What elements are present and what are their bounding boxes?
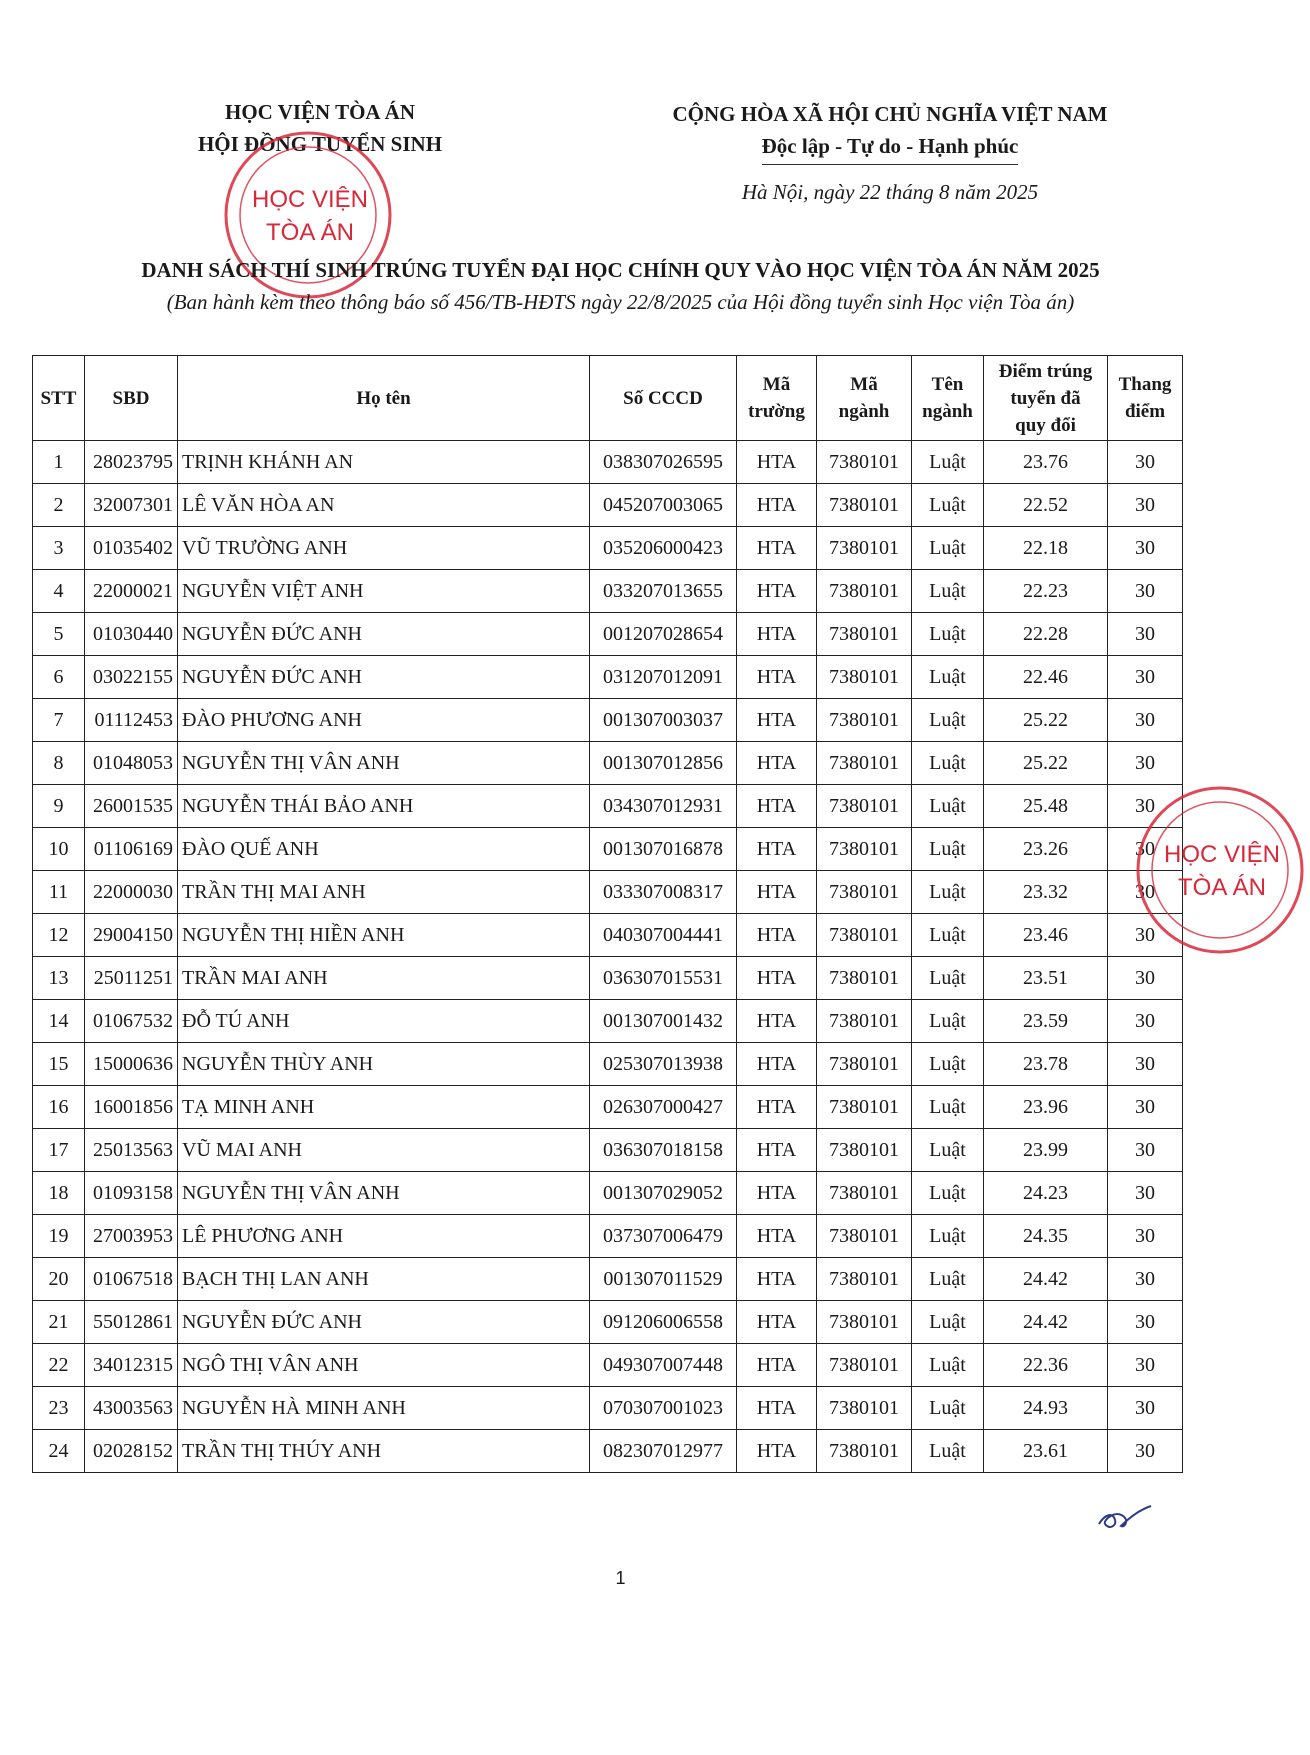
- cell-stt: 3: [33, 527, 85, 570]
- seal-line-2: TÒA ÁN: [265, 219, 355, 246]
- cell-score: 23.61: [984, 1430, 1108, 1473]
- cell-major-code: 7380101: [817, 742, 912, 785]
- cell-score: 23.46: [984, 914, 1108, 957]
- cell-score: 25.22: [984, 742, 1108, 785]
- table-row: [33, 785, 1183, 828]
- cell-sbd: 01048053: [85, 742, 178, 785]
- cell-stt: 1: [33, 441, 85, 484]
- national-header: [620, 98, 1160, 165]
- cell-scale: 30: [1108, 1387, 1183, 1430]
- cell-score: 22.52: [984, 484, 1108, 527]
- table-row: [33, 1172, 1183, 1215]
- cell-school-code: HTA: [737, 570, 817, 613]
- cell-score: 22.18: [984, 527, 1108, 570]
- cell-major-code: 7380101: [817, 1000, 912, 1043]
- cell-major-code: 7380101: [817, 1258, 912, 1301]
- cell-stt: 21: [33, 1301, 85, 1344]
- cell-cccd: 045207003065: [590, 484, 737, 527]
- table-row: [33, 699, 1183, 742]
- cell-major-name: Luật: [912, 613, 984, 656]
- document-title: DANH SÁCH THÍ SINH TRÚNG TUYỂN ĐẠI HỌC CHÍNH QUY VÀO HỌC VIỆN TÒA ÁN NĂM 2025: [141, 258, 1100, 282]
- cell-major-name: Luật: [912, 1215, 984, 1258]
- cell-stt: 9: [33, 785, 85, 828]
- cell-scale: 30: [1108, 699, 1183, 742]
- cell-stt: 11: [33, 871, 85, 914]
- initials-signature: [1095, 1496, 1155, 1536]
- issuer-council: HỘI ĐỒNG TUYỂN SINH: [197, 132, 443, 156]
- cell-scale: 30: [1108, 1430, 1183, 1473]
- cell-score: 23.59: [984, 1000, 1108, 1043]
- cell-name: TRẦN THỊ THÚY ANH: [178, 1430, 590, 1473]
- cell-cccd: 001307016878: [590, 828, 737, 871]
- cell-major-code: 7380101: [817, 1043, 912, 1086]
- cell-name: NGUYỄN THÁI BẢO ANH: [178, 785, 590, 828]
- cell-score: 25.48: [984, 785, 1108, 828]
- cell-sbd: 43003563: [85, 1387, 178, 1430]
- issuer-name: HỌC VIỆN TÒA ÁN: [224, 100, 415, 124]
- cell-major-name: Luật: [912, 1000, 984, 1043]
- table-row: [33, 1258, 1183, 1301]
- cell-major-code: 7380101: [817, 871, 912, 914]
- cell-score: 23.96: [984, 1086, 1108, 1129]
- cell-major-name: Luật: [912, 699, 984, 742]
- cell-major-code: 7380101: [817, 1430, 912, 1473]
- cell-score: 25.22: [984, 699, 1108, 742]
- col-major-code: Mã ngành: [817, 356, 912, 441]
- cell-scale: 30: [1108, 1086, 1183, 1129]
- cell-school-code: HTA: [737, 1344, 817, 1387]
- cell-score: 23.32: [984, 871, 1108, 914]
- cell-school-code: HTA: [737, 1086, 817, 1129]
- cell-scale: 30: [1108, 1301, 1183, 1344]
- cell-sbd: 29004150: [85, 914, 178, 957]
- table-row: [33, 484, 1183, 527]
- cell-school-code: HTA: [737, 742, 817, 785]
- page-number: 1: [615, 1568, 626, 1588]
- cell-school-code: HTA: [737, 484, 817, 527]
- col-scale: Thang điểm: [1108, 356, 1183, 441]
- cell-major-code: 7380101: [817, 1301, 912, 1344]
- table-row: [33, 957, 1183, 1000]
- cell-stt: 7: [33, 699, 85, 742]
- cell-scale: 30: [1108, 570, 1183, 613]
- cell-cccd: 001307029052: [590, 1172, 737, 1215]
- cell-cccd: 033207013655: [590, 570, 737, 613]
- cell-major-code: 7380101: [817, 1129, 912, 1172]
- cell-cccd: 001307003037: [590, 699, 737, 742]
- cell-major-name: Luật: [912, 570, 984, 613]
- cell-school-code: HTA: [737, 957, 817, 1000]
- cell-score: 23.99: [984, 1129, 1108, 1172]
- cell-major-name: Luật: [912, 1430, 984, 1473]
- cell-cccd: 001307001432: [590, 1000, 737, 1043]
- cell-scale: 30: [1108, 1000, 1183, 1043]
- cell-major-name: Luật: [912, 914, 984, 957]
- cell-scale: 30: [1108, 484, 1183, 527]
- cell-major-name: Luật: [912, 1301, 984, 1344]
- cell-major-code: 7380101: [817, 570, 912, 613]
- cell-scale: 30: [1108, 1043, 1183, 1086]
- cell-major-name: Luật: [912, 527, 984, 570]
- table-row: [33, 441, 1183, 484]
- cell-cccd: 025307013938: [590, 1043, 737, 1086]
- cell-major-code: 7380101: [817, 914, 912, 957]
- cell-scale: 30: [1108, 441, 1183, 484]
- cell-major-name: Luật: [912, 1129, 984, 1172]
- cell-scale: 30: [1108, 828, 1183, 871]
- cell-major-code: 7380101: [817, 656, 912, 699]
- cell-school-code: HTA: [737, 1258, 817, 1301]
- cell-sbd: 02028152: [85, 1430, 178, 1473]
- cell-major-name: Luật: [912, 742, 984, 785]
- cell-school-code: HTA: [737, 699, 817, 742]
- cell-stt: 12: [33, 914, 85, 957]
- table-row: [33, 570, 1183, 613]
- cell-name: NGUYỄN THỊ VÂN ANH: [178, 1172, 590, 1215]
- cell-stt: 10: [33, 828, 85, 871]
- cell-stt: 22: [33, 1344, 85, 1387]
- cell-sbd: 03022155: [85, 656, 178, 699]
- cell-school-code: HTA: [737, 1215, 817, 1258]
- cell-scale: 30: [1108, 1344, 1183, 1387]
- national-motto: Độc lập - Tự do - Hạnh phúc: [762, 130, 1019, 165]
- cell-school-code: HTA: [737, 828, 817, 871]
- table-row: [33, 1086, 1183, 1129]
- cell-cccd: 038307026595: [590, 441, 737, 484]
- cell-scale: 30: [1108, 957, 1183, 1000]
- table-row: [33, 742, 1183, 785]
- cell-major-name: Luật: [912, 871, 984, 914]
- cell-scale: 30: [1108, 785, 1183, 828]
- cell-major-code: 7380101: [817, 1344, 912, 1387]
- cell-name: NGUYỄN THỊ HIỀN ANH: [178, 914, 590, 957]
- cell-stt: 20: [33, 1258, 85, 1301]
- cell-stt: 13: [33, 957, 85, 1000]
- cell-major-name: Luật: [912, 1086, 984, 1129]
- cell-stt: 8: [33, 742, 85, 785]
- cell-score: 22.28: [984, 613, 1108, 656]
- cell-school-code: HTA: [737, 1301, 817, 1344]
- table-row: [33, 1430, 1183, 1473]
- table-row: [33, 613, 1183, 656]
- cell-sbd: 01067518: [85, 1258, 178, 1301]
- issue-date: Hà Nội, ngày 22 tháng 8 năm 2025: [741, 180, 1039, 204]
- cell-cccd: 035206000423: [590, 527, 737, 570]
- cell-sbd: 15000636: [85, 1043, 178, 1086]
- cell-major-code: 7380101: [817, 484, 912, 527]
- cell-sbd: 26001535: [85, 785, 178, 828]
- cell-major-code: 7380101: [817, 1172, 912, 1215]
- cell-major-code: 7380101: [817, 1086, 912, 1129]
- cell-sbd: 01112453: [85, 699, 178, 742]
- table-row: [33, 1215, 1183, 1258]
- cell-sbd: 16001856: [85, 1086, 178, 1129]
- cell-name: VŨ MAI ANH: [178, 1129, 590, 1172]
- cell-cccd: 001207028654: [590, 613, 737, 656]
- cell-name: NGUYỄN ĐỨC ANH: [178, 656, 590, 699]
- cell-score: 24.35: [984, 1215, 1108, 1258]
- cell-major-name: Luật: [912, 785, 984, 828]
- cell-major-name: Luật: [912, 656, 984, 699]
- cell-stt: 14: [33, 1000, 85, 1043]
- table-header-row: [33, 356, 1183, 441]
- cell-sbd: 27003953: [85, 1215, 178, 1258]
- cell-name: NGUYỄN ĐỨC ANH: [178, 613, 590, 656]
- cell-cccd: 091206006558: [590, 1301, 737, 1344]
- table-row: [33, 828, 1183, 871]
- cell-school-code: HTA: [737, 785, 817, 828]
- table-row: [33, 527, 1183, 570]
- cell-school-code: HTA: [737, 1000, 817, 1043]
- cell-sbd: 25013563: [85, 1129, 178, 1172]
- cell-major-code: 7380101: [817, 957, 912, 1000]
- cell-scale: 30: [1108, 613, 1183, 656]
- cell-sbd: 32007301: [85, 484, 178, 527]
- col-school-code: Mã trường: [737, 356, 817, 441]
- seal-line-1: HỌC VIỆN: [251, 186, 369, 213]
- cell-cccd: 036307015531: [590, 957, 737, 1000]
- cell-major-name: Luật: [912, 1258, 984, 1301]
- admission-table: [32, 355, 1183, 1473]
- cell-school-code: HTA: [737, 1129, 817, 1172]
- cell-name: TRẦN MAI ANH: [178, 957, 590, 1000]
- table-row: [33, 1301, 1183, 1344]
- col-major-name: Tên ngành: [912, 356, 984, 441]
- cell-name: BẠCH THỊ LAN ANH: [178, 1258, 590, 1301]
- cell-cccd: 049307007448: [590, 1344, 737, 1387]
- cell-school-code: HTA: [737, 914, 817, 957]
- cell-scale: 30: [1108, 656, 1183, 699]
- cell-stt: 17: [33, 1129, 85, 1172]
- cell-sbd: 01093158: [85, 1172, 178, 1215]
- cell-score: 24.23: [984, 1172, 1108, 1215]
- cell-name: ĐÀO PHƯƠNG ANH: [178, 699, 590, 742]
- cell-cccd: 040307004441: [590, 914, 737, 957]
- cell-name: NGUYỄN THỊ VÂN ANH: [178, 742, 590, 785]
- cell-sbd: 01067532: [85, 1000, 178, 1043]
- cell-score: 23.76: [984, 441, 1108, 484]
- cell-cccd: 037307006479: [590, 1215, 737, 1258]
- cell-school-code: HTA: [737, 1430, 817, 1473]
- cell-major-code: 7380101: [817, 1215, 912, 1258]
- cell-stt: 5: [33, 613, 85, 656]
- cell-name: ĐÀO QUẾ ANH: [178, 828, 590, 871]
- cell-stt: 19: [33, 1215, 85, 1258]
- cell-score: 24.93: [984, 1387, 1108, 1430]
- cell-stt: 15: [33, 1043, 85, 1086]
- cell-school-code: HTA: [737, 1172, 817, 1215]
- cell-sbd: 01035402: [85, 527, 178, 570]
- seal-partial-line-1: HỌC VIỆN: [1163, 841, 1281, 868]
- cell-major-name: Luật: [912, 957, 984, 1000]
- cell-cccd: 033307008317: [590, 871, 737, 914]
- cell-name: ĐỖ TÚ ANH: [178, 1000, 590, 1043]
- cell-major-name: Luật: [912, 1043, 984, 1086]
- cell-score: 22.46: [984, 656, 1108, 699]
- cell-school-code: HTA: [737, 613, 817, 656]
- col-cccd: Số CCCD: [590, 356, 737, 441]
- table-row: [33, 871, 1183, 914]
- cell-scale: 30: [1108, 914, 1183, 957]
- table-row: [33, 1387, 1183, 1430]
- cell-name: LÊ VĂN HÒA AN: [178, 484, 590, 527]
- table-row: [33, 914, 1183, 957]
- cell-scale: 30: [1108, 1129, 1183, 1172]
- cell-cccd: 031207012091: [590, 656, 737, 699]
- cell-name: NGÔ THỊ VÂN ANH: [178, 1344, 590, 1387]
- cell-stt: 24: [33, 1430, 85, 1473]
- cell-school-code: HTA: [737, 656, 817, 699]
- cell-major-code: 7380101: [817, 699, 912, 742]
- cell-cccd: 036307018158: [590, 1129, 737, 1172]
- col-name: Họ tên: [178, 356, 590, 441]
- cell-major-name: Luật: [912, 828, 984, 871]
- cell-major-code: 7380101: [817, 828, 912, 871]
- cell-scale: 30: [1108, 1172, 1183, 1215]
- cell-cccd: 082307012977: [590, 1430, 737, 1473]
- cell-cccd: 026307000427: [590, 1086, 737, 1129]
- cell-stt: 4: [33, 570, 85, 613]
- document-subtitle: (Ban hành kèm theo thông báo số 456/TB-HĐTS ngày 22/8/2025 của Hội đồng tuyển sinh Học viện Tòa án): [166, 290, 1075, 314]
- cell-major-name: Luật: [912, 1172, 984, 1215]
- cell-scale: 30: [1108, 1215, 1183, 1258]
- cell-stt: 16: [33, 1086, 85, 1129]
- col-stt: STT: [33, 356, 85, 441]
- cell-major-code: 7380101: [817, 441, 912, 484]
- table-row: [33, 1344, 1183, 1387]
- country-name: CỘNG HÒA XÃ HỘI CHỦ NGHĨA VIỆT NAM: [672, 102, 1108, 126]
- cell-major-name: Luật: [912, 1344, 984, 1387]
- cell-score: 22.36: [984, 1344, 1108, 1387]
- cell-school-code: HTA: [737, 1387, 817, 1430]
- cell-scale: 30: [1108, 871, 1183, 914]
- cell-school-code: HTA: [737, 441, 817, 484]
- cell-name: TRẦN THỊ MAI ANH: [178, 871, 590, 914]
- cell-major-name: Luật: [912, 441, 984, 484]
- cell-stt: 6: [33, 656, 85, 699]
- cell-score: 24.42: [984, 1301, 1108, 1344]
- cell-major-code: 7380101: [817, 1387, 912, 1430]
- cell-sbd: 25011251: [85, 957, 178, 1000]
- cell-score: 23.26: [984, 828, 1108, 871]
- cell-school-code: HTA: [737, 871, 817, 914]
- cell-name: LÊ PHƯƠNG ANH: [178, 1215, 590, 1258]
- official-seal-stamp-partial: [1130, 780, 1310, 960]
- cell-stt: 2: [33, 484, 85, 527]
- cell-school-code: HTA: [737, 527, 817, 570]
- cell-school-code: HTA: [737, 1043, 817, 1086]
- cell-sbd: 22000030: [85, 871, 178, 914]
- cell-major-name: Luật: [912, 484, 984, 527]
- cell-major-code: 7380101: [817, 527, 912, 570]
- cell-scale: 30: [1108, 742, 1183, 785]
- cell-major-code: 7380101: [817, 785, 912, 828]
- cell-name: VŨ TRƯỜNG ANH: [178, 527, 590, 570]
- cell-name: NGUYỄN VIỆT ANH: [178, 570, 590, 613]
- cell-name: NGUYỄN THÙY ANH: [178, 1043, 590, 1086]
- cell-major-code: 7380101: [817, 613, 912, 656]
- cell-cccd: 001307012856: [590, 742, 737, 785]
- cell-sbd: 34012315: [85, 1344, 178, 1387]
- cell-scale: 30: [1108, 527, 1183, 570]
- cell-scale: 30: [1108, 1258, 1183, 1301]
- cell-score: 23.51: [984, 957, 1108, 1000]
- cell-cccd: 070307001023: [590, 1387, 737, 1430]
- cell-sbd: 01030440: [85, 613, 178, 656]
- cell-name: NGUYỄN ĐỨC ANH: [178, 1301, 590, 1344]
- cell-score: 24.42: [984, 1258, 1108, 1301]
- table-row: [33, 1000, 1183, 1043]
- cell-score: 23.78: [984, 1043, 1108, 1086]
- cell-sbd: 22000021: [85, 570, 178, 613]
- cell-stt: 18: [33, 1172, 85, 1215]
- cell-sbd: 01106169: [85, 828, 178, 871]
- table-row: [33, 1043, 1183, 1086]
- table-row: [33, 656, 1183, 699]
- cell-name: NGUYỄN HÀ MINH ANH: [178, 1387, 590, 1430]
- cell-sbd: 28023795: [85, 441, 178, 484]
- cell-cccd: 034307012931: [590, 785, 737, 828]
- col-sbd: SBD: [85, 356, 178, 441]
- cell-name: TRỊNH KHÁNH AN: [178, 441, 590, 484]
- col-score: Điểm trúng tuyển đã quy đổi: [984, 356, 1108, 441]
- table-row: [33, 1129, 1183, 1172]
- seal-partial-line-2: TÒA ÁN: [1177, 874, 1267, 901]
- cell-sbd: 55012861: [85, 1301, 178, 1344]
- cell-name: TẠ MINH ANH: [178, 1086, 590, 1129]
- cell-stt: 23: [33, 1387, 85, 1430]
- cell-major-name: Luật: [912, 1387, 984, 1430]
- cell-cccd: 001307011529: [590, 1258, 737, 1301]
- cell-score: 22.23: [984, 570, 1108, 613]
